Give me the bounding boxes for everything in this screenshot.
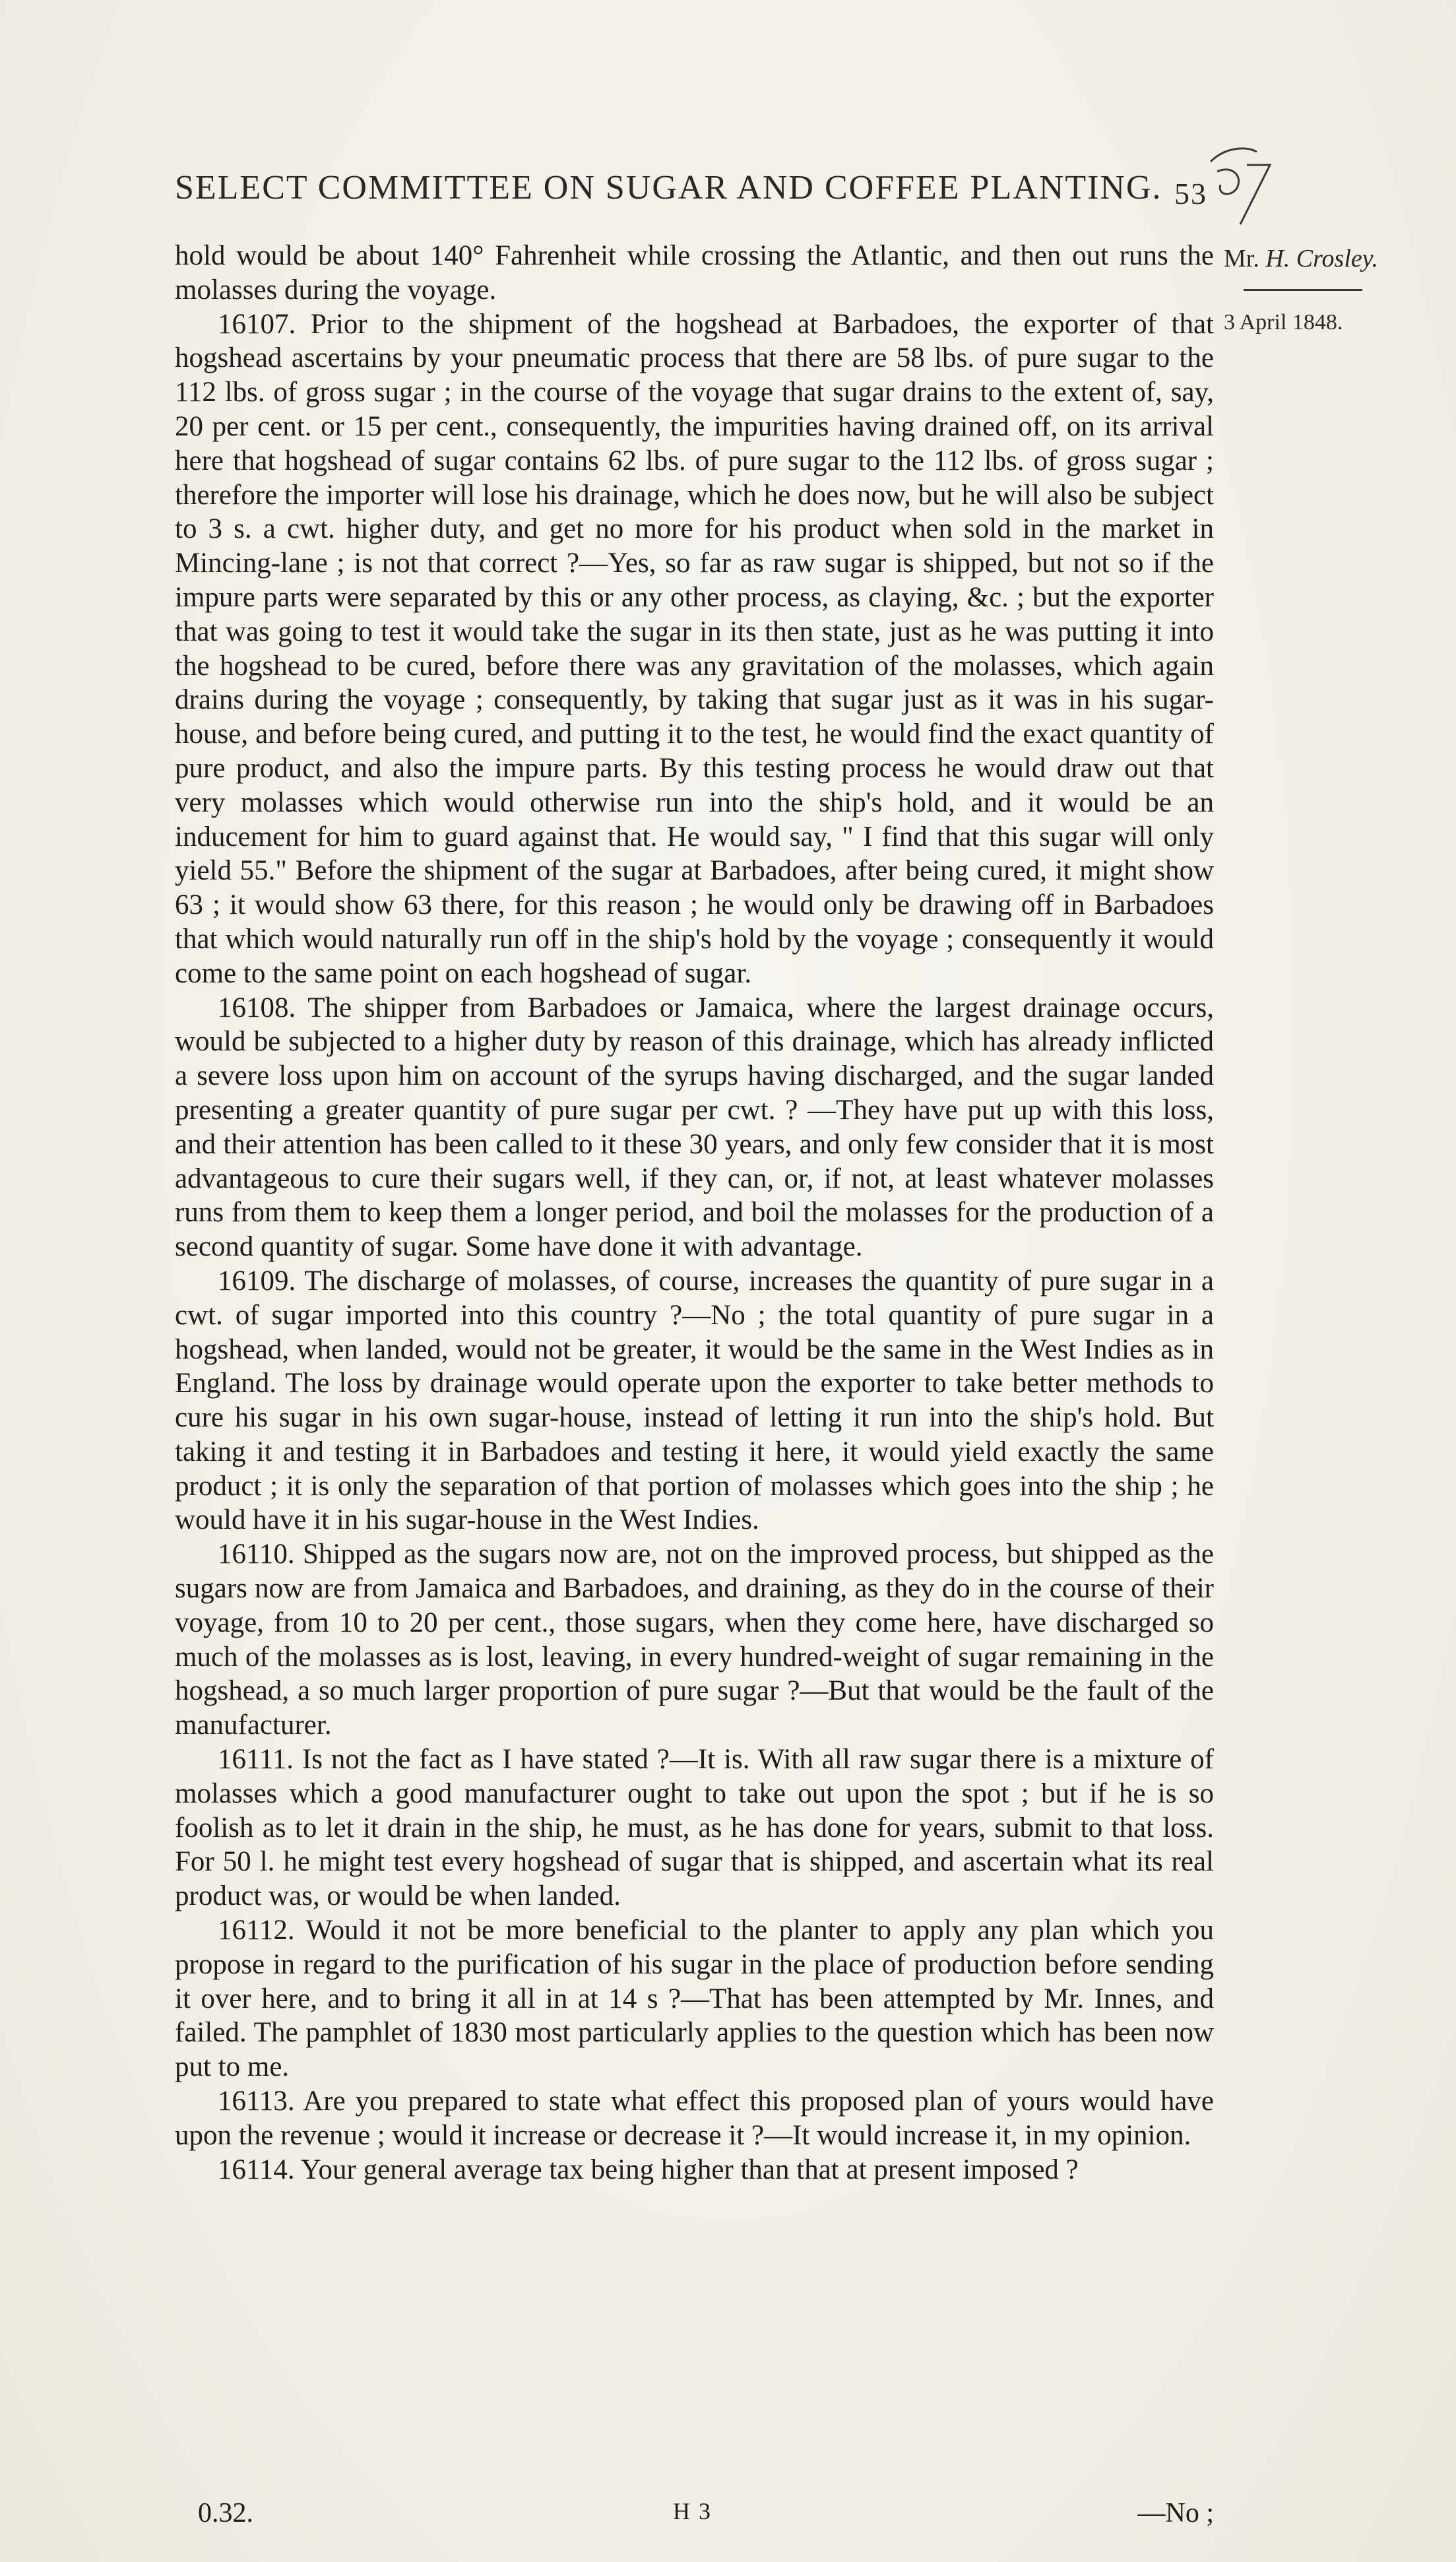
testimony-date: 3 April 1848. [1224,310,1343,335]
footer-signature: 0.32. [198,2498,253,2528]
testimony-body [175,239,1214,2187]
testimony-paragraph: 16111. Is not the fact as I have stated ?—It is. With all raw sugar there is a mixture of molasses which a good manufacturer ought to take out upon the spot ; but if he is so foolish as to let it drain in the ship, he must, as he has done for years, submit to that loss. For 50 l. he might test every hogshead of sugar that is shipped, and ascertain what its real product was, or would be when landed. [175,1744,1214,1912]
testimony-paragraph: 16113. Are you prepared to state what effect this proposed plan of yours would have upon the revenue ; would it increase or decrease it ?—It would increase it, in my opinion. [175,2086,1214,2151]
witness-name: Mr. H. Crosley. [1224,245,1379,272]
testimony-paragraph: 16114. Your general average tax being higher than that at present imposed ? [218,2154,1079,2185]
testimony-paragraph: 16112. Would it not be more beneficial to the planter to apply any plan which you propose in regard to the purification of his sugar in the place of production before sending it over here, and to bring it all in at 14 s ?—That has been attempted by Mr. Innes, and failed. The pamphlet of 1830 most particularly applies to the question which has been now put to me. [175,1915,1214,2083]
footer-sheet-mark: H 3 [673,2498,712,2524]
page-number: 53 [1174,177,1207,210]
testimony-paragraph: 16107. Prior to the shipment of the hogshead at Barbadoes, the exporter of that hogshead ascertains by your pneumatic process that there are 58 lbs. of pure sugar to the 112 lbs. of gross sugar ; in the course of the voyage that sugar drains to the extent of, say, 20 per cent. or 15 per cent., consequently, the impurities having drained off, on its arrival here that hogshead of sugar contains 62 lbs. of pure sugar to the 112 lbs. of gross sugar ; therefore the importer will lose his drainage, which he does now, but he will also be subject to 3 s. a cwt. higher duty, and get no more for his product when sold in the market in Mincing-lane ; is not that correct ?—Yes, so far as raw sugar is shipped, but not so if the impure parts were separated by this or any other process, as claying, &c. ; but the exporter that was going to test it would take the sugar in its then state, just as he was putting it into the hogshead to be cured, before there was any gravitation of the molasses, which again drains during the voyage ; consequently, by taking that sugar just as it was in his sugar-house, and before being cured, and putting it to the test, he would find the exact quantity of pure product, and also the impure parts. By this testing process he would draw out that very molasses which would otherwise run into the ship's hold, and it would be an inducement for him to guard against that. He would say, " I find that this sugar will only yield 55." Before the shipment of the sugar at Barbadoes, after being cured, it might show 63 ; it would show 63 there, for this reason ; he would only be drawing off in Barbadoes that which would naturally run off in the ship's hold by the voyage ; consequently it would come to the same point on each hogshead of sugar. [175,308,1214,989]
running-title: SELECT COMMITTEE ON SUGAR AND COFFEE PLANTING. [175,169,1162,207]
handwritten-folio-mark [1197,135,1277,228]
page-header [175,168,1230,210]
testimony-paragraph: hold would be about 140° Fahrenheit while crossing the Atlantic, and then out runs the molasses during the voyage. [175,240,1214,305]
footer-continuation: —No ; [1137,2498,1214,2528]
margin-rule [1244,289,1362,291]
testimony-paragraph: 16108. The shipper from Barbadoes or Jamaica, where the largest drainage occurs, would be subjected to a higher duty by reason of this drainage, which has already inflicted a severe loss upon him on account of the syrups having discharged, and the sugar landed presenting a greater quantity of pure sugar per cwt. ? —They have put up with this loss, and their attention has been called to it these 30 years, and only few consider that it is most advantageous to cure their sugars well, if they can, or, if not, at least whatever molasses runs from them to keep them a longer period, and boil the molasses for the production of a second quantity of sugar. Some have done it with advantage. [175,992,1214,1263]
testimony-paragraph: 16110. Shipped as the sugars now are, not on the improved process, but shipped as the sugars now are from Jamaica and Barbadoes, and draining, as they do in the course of their voyage, from 10 to 20 per cent., those sugars, when they come here, have discharged so much of the molasses as is lost, leaving, in every hundred-weight of sugar remaining in the hogshead, a so much larger proportion of pure sugar ?—But that would be the fault of the manufacturer. [175,1539,1214,1741]
testimony-paragraph: 16109. The discharge of molasses, of course, increases the quantity of pure sugar in a cwt. of sugar imported into this country ?—No ; the total quantity of pure sugar in a hogshead, when landed, would not be greater, it would be the same in the West Indies as in England. The loss by drainage would operate upon the exporter to take better methods to cure his sugar in his own sugar-house, instead of letting it run into the ship's hold. But taking it and testing it in Barbadoes and testing it here, it would yield exactly the same product ; it is only the separation of that portion of molasses which goes into the ship ; he would have it in his sugar-house in the West Indies. [175,1265,1214,1536]
